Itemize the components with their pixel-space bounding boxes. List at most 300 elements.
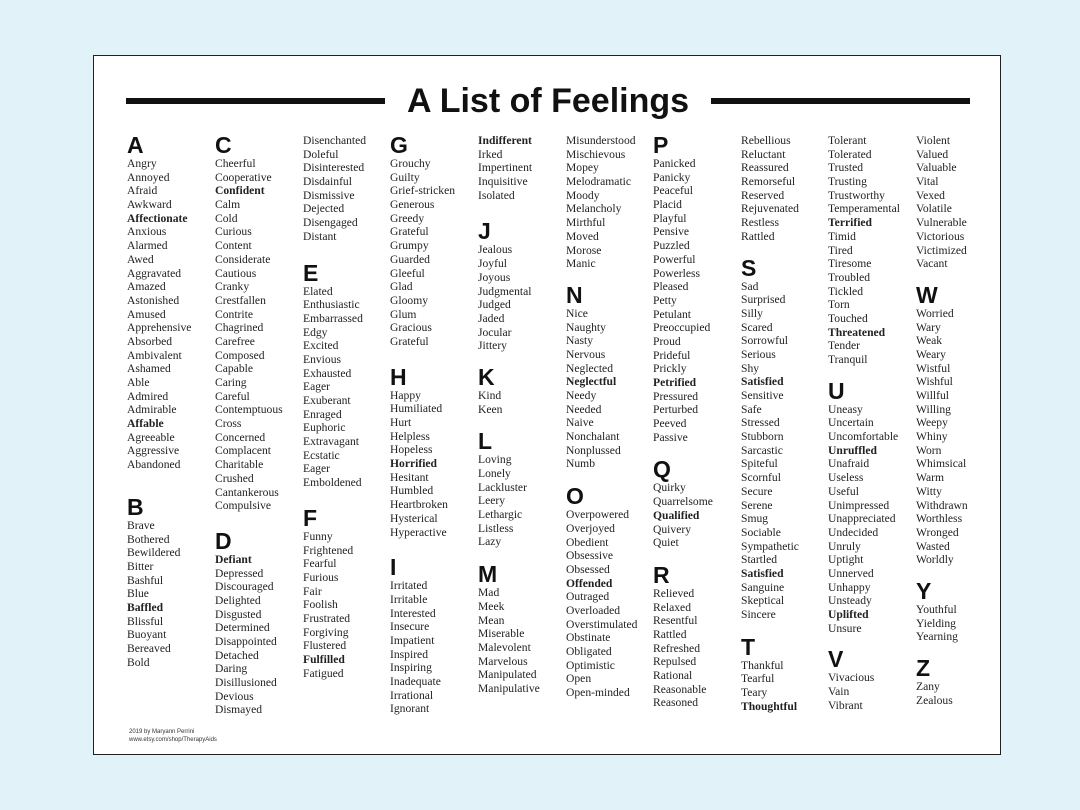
- feeling-word: Tolerant: [828, 134, 867, 147]
- feeling-word: Numb: [566, 457, 595, 471]
- feeling-word: Isolated: [478, 188, 515, 202]
- feeling-word: Furious: [303, 570, 339, 584]
- feeling-word: Puzzled: [653, 239, 690, 253]
- feeling-word: Gleeful: [390, 266, 425, 280]
- feeling-word: Sorrowful: [741, 334, 789, 348]
- feeling-word: Excited: [303, 339, 339, 353]
- letter-heading: H: [390, 363, 407, 390]
- feeling-word: Valued: [916, 147, 949, 161]
- feeling-word: Contrite: [215, 307, 253, 321]
- feeling-word: Awed: [127, 252, 154, 266]
- feeling-word: Petulant: [653, 307, 691, 321]
- feeling-word: Bereaved: [127, 642, 171, 655]
- feeling-word: Whiny: [916, 430, 948, 444]
- feeling-word: Bewildered: [127, 546, 181, 560]
- letter-group-i: [390, 556, 480, 716]
- feeling-word: Absorbed: [127, 334, 173, 348]
- feeling-word: Tranquil: [828, 353, 868, 366]
- feeling-word: Vain: [828, 685, 850, 699]
- feeling-word: Serene: [741, 498, 773, 512]
- feeling-word: Preoccupied: [653, 321, 711, 335]
- feeling-word: Obstinate: [566, 631, 611, 645]
- feeling-word: Thankful: [741, 658, 784, 672]
- feeling-word: Panicked: [653, 157, 696, 170]
- feeling-word: Eager: [303, 462, 331, 476]
- letter-group-v: [828, 648, 918, 712]
- letter-heading: I: [390, 554, 397, 581]
- feeling-word: Capable: [215, 362, 253, 376]
- feeling-word: Manipulated: [478, 668, 537, 682]
- feeling-word: Uneasy: [828, 402, 863, 416]
- letter-group-p: [653, 134, 743, 444]
- feeling-word: Hyperactive: [390, 525, 447, 539]
- feeling-word: Hysterical: [390, 511, 438, 525]
- feeling-word: Startled: [741, 553, 778, 567]
- feeling-word: Affectionate: [127, 211, 188, 225]
- feeling-word: Mad: [478, 586, 500, 600]
- feeling-word: Kind: [478, 388, 502, 402]
- feeling-word: Unhappy: [828, 580, 871, 594]
- feeling-word: Agreeable: [127, 430, 175, 444]
- feeling-word: Envious: [303, 352, 342, 366]
- feeling-word: Grouchy: [390, 157, 431, 170]
- feeling-word: Inspired: [390, 647, 428, 661]
- feeling-word: Mirthful: [566, 216, 606, 230]
- feeling-word: Scornful: [741, 471, 781, 485]
- feeling-word: Teary: [741, 686, 768, 700]
- page-title: A List of Feelings: [406, 82, 690, 120]
- feeling-word: Disgusted: [215, 607, 262, 621]
- feeling-word: Whimsical: [916, 457, 967, 471]
- feeling-word: Playful: [653, 211, 687, 225]
- feeling-word: Skeptical: [741, 594, 785, 608]
- feeling-word: Nasty: [566, 334, 594, 348]
- feeling-word: Admirable: [127, 403, 177, 417]
- feeling-word: Tender: [828, 339, 861, 353]
- feeling-word: Inspiring: [390, 661, 432, 675]
- letter-group-h: [390, 363, 480, 540]
- feeling-word: Impatient: [390, 633, 435, 647]
- feeling-word: Buoyant: [127, 628, 167, 642]
- feeling-word: Able: [127, 376, 150, 389]
- feeling-word: Withdrawn: [916, 498, 968, 512]
- feeling-word: Sincere: [741, 608, 776, 621]
- feeling-word: Charitable: [215, 458, 264, 472]
- feeling-word: Malevolent: [478, 640, 531, 654]
- feeling-word: Crushed: [215, 471, 254, 485]
- feeling-word: Reasoned: [653, 696, 699, 710]
- feeling-word: Lonely: [478, 467, 511, 480]
- feeling-word: Wasted: [916, 539, 950, 553]
- feeling-word: Cold: [215, 211, 238, 225]
- feeling-word: Listless: [478, 521, 514, 535]
- feeling-word: Marvelous: [478, 654, 528, 668]
- letter-group-b: [127, 493, 217, 670]
- feeling-word: Sarcastic: [741, 443, 783, 457]
- feeling-word: Reasonable: [653, 682, 707, 696]
- feeling-word: Zany: [916, 680, 940, 693]
- feeling-word: Elated: [303, 284, 333, 298]
- feeling-word: Quirky: [653, 481, 686, 495]
- letter-heading: S: [741, 254, 757, 281]
- feeling-word: Nonplussed: [566, 443, 621, 457]
- feeling-word: Yearning: [916, 630, 958, 644]
- letter-group-r: [653, 561, 743, 710]
- feeling-word: Naive: [566, 416, 594, 430]
- feeling-word: Affable: [127, 417, 164, 431]
- feeling-word: Terrified: [828, 216, 873, 230]
- credit-author: 2019 by Maryann Perrini: [129, 729, 195, 735]
- feeling-word: Grateful: [390, 225, 429, 239]
- feeling-word: Apprehensive: [127, 321, 192, 335]
- feeling-word: Exhausted: [303, 366, 352, 380]
- feeling-word: Nonchalant: [566, 430, 620, 444]
- feeling-word: Victorious: [916, 229, 965, 243]
- feeling-word: Dismissive: [303, 188, 355, 202]
- feeling-word: Considerate: [215, 252, 271, 266]
- feeling-word: Outraged: [566, 590, 610, 604]
- feeling-word: Horrified: [390, 457, 438, 471]
- feeling-word: Remorseful: [741, 175, 796, 189]
- feeling-word: Scared: [741, 320, 773, 334]
- feeling-word: Naughty: [566, 320, 606, 334]
- feeling-word: Mischievous: [566, 147, 626, 161]
- feeling-word: Peeved: [653, 417, 687, 431]
- feeling-word: Grumpy: [390, 239, 429, 253]
- feeling-word: Overloaded: [566, 603, 621, 617]
- letter-group-t2: [828, 134, 918, 367]
- letter-group-l: [478, 430, 568, 549]
- feeling-word: Jaded: [478, 311, 505, 325]
- feeling-word: Happy: [390, 388, 421, 402]
- feeling-word: Temperamental: [828, 202, 900, 216]
- feeling-word: Cross: [215, 417, 242, 431]
- feeling-word: Daring: [215, 662, 248, 676]
- feeling-word: Placid: [653, 198, 682, 212]
- feeling-word: Obsessive: [566, 549, 614, 563]
- feeling-word: Gloomy: [390, 293, 429, 307]
- feeling-word: Interested: [390, 606, 436, 620]
- feeling-word: Ecstatic: [303, 448, 340, 462]
- feeling-word: Unruly: [828, 539, 861, 553]
- feeling-word: Violent: [916, 134, 951, 147]
- feeling-word: Optimistic: [566, 658, 615, 672]
- feeling-word: Weary: [916, 347, 946, 361]
- feeling-word: Youthful: [916, 602, 957, 616]
- feeling-word: Undecided: [828, 525, 879, 539]
- feeling-word: Exuberant: [303, 394, 351, 407]
- feeling-word: Morose: [566, 243, 602, 257]
- feeling-word: Disillusioned: [215, 676, 277, 690]
- feeling-word: Insecure: [390, 620, 430, 634]
- feeling-word: Worthless: [916, 512, 963, 526]
- feeling-word: Rattled: [741, 229, 775, 243]
- feeling-word: Willing: [916, 402, 951, 416]
- feeling-word: Valuable: [916, 161, 957, 175]
- feeling-word: Cooperative: [215, 170, 272, 184]
- feeling-word: Weak: [916, 334, 943, 348]
- title-rule-left: [126, 98, 385, 104]
- feeling-word: Admired: [127, 389, 169, 403]
- feeling-word: Determined: [215, 621, 270, 635]
- feeling-word: Helpless: [390, 429, 430, 443]
- letter-group-w: [916, 281, 1006, 567]
- feeling-word: Quarrelsome: [653, 495, 713, 509]
- feeling-word: Jocular: [478, 325, 512, 339]
- feeling-word: Ignorant: [390, 702, 430, 716]
- feeling-word: Peaceful: [653, 184, 693, 198]
- feeling-word: Jittery: [478, 339, 507, 353]
- feeling-word: Compulsive: [215, 499, 272, 513]
- feeling-word: Carefree: [215, 334, 255, 348]
- letter-heading: P: [653, 132, 669, 158]
- letter-heading: E: [303, 259, 319, 286]
- feeling-word: Refreshed: [653, 641, 700, 655]
- feeling-word: Resentful: [653, 614, 698, 628]
- feeling-word: Passive: [653, 430, 688, 444]
- feeling-word: Wronged: [916, 525, 959, 539]
- feeling-word: Euphoric: [303, 421, 346, 435]
- letter-group-e: [303, 259, 393, 490]
- feeling-word: Bashful: [127, 573, 164, 587]
- column-7: [653, 134, 743, 710]
- feeling-word: Grateful: [390, 334, 429, 348]
- feeling-word: Crestfallen: [215, 293, 266, 307]
- feeling-word: Pressured: [653, 389, 699, 403]
- letter-heading: R: [653, 561, 670, 588]
- feeling-word: Alarmed: [127, 239, 168, 253]
- feeling-word: Uplifted: [828, 608, 869, 621]
- letter-heading: J: [478, 218, 491, 245]
- feeling-word: Witty: [916, 484, 942, 498]
- feeling-word: Worn: [916, 443, 942, 457]
- feeling-word: Edgy: [303, 325, 328, 339]
- feeling-word: Judged: [478, 298, 511, 312]
- feeling-word: Ashamed: [127, 362, 171, 376]
- feeling-word: Eager: [303, 380, 331, 394]
- feeling-word: Sympathetic: [741, 539, 799, 553]
- feeling-word: Thoughtful: [741, 699, 798, 713]
- feeling-word: Loving: [478, 453, 512, 467]
- column-4: [390, 134, 480, 716]
- feeling-word: Detached: [215, 648, 259, 662]
- feeling-word: Perturbed: [653, 403, 699, 417]
- feeling-word: Mean: [478, 613, 505, 627]
- feeling-word: Secure: [741, 484, 773, 498]
- feeling-word: Lazy: [478, 535, 502, 549]
- feeling-word: Amazed: [127, 280, 166, 294]
- feeling-word: Threatened: [828, 325, 886, 339]
- feeling-word: Unsure: [828, 621, 862, 635]
- feeling-word: Open: [566, 672, 592, 686]
- feeling-word: Brave: [127, 518, 155, 532]
- feeling-word: Curious: [215, 225, 252, 239]
- letter-heading: W: [916, 281, 938, 308]
- feeling-word: Satisfied: [741, 375, 784, 389]
- feeling-word: Obsessed: [566, 562, 610, 576]
- feeling-word: Open-minded: [566, 686, 630, 700]
- feeling-word: Tolerated: [828, 147, 872, 161]
- letter-group-k: [478, 363, 568, 416]
- feeling-word: Wistful: [916, 361, 951, 375]
- feeling-word: Afraid: [127, 184, 158, 198]
- feeling-word: Victimized: [916, 243, 967, 257]
- feeling-word: Yielding: [916, 616, 956, 630]
- column-5: [478, 134, 568, 696]
- feeling-word: Vexed: [916, 188, 945, 202]
- feeling-word: Disenchanted: [303, 134, 367, 147]
- feeling-word: Powerless: [653, 266, 701, 280]
- feeling-word: Ambivalent: [127, 348, 182, 362]
- feeling-word: Moody: [566, 188, 600, 202]
- feeling-word: Contemptuous: [215, 403, 283, 417]
- feeling-word: Vivacious: [828, 671, 875, 685]
- feeling-word: Inquisitive: [478, 175, 528, 189]
- feeling-word: Trusting: [828, 175, 867, 189]
- letter-heading: O: [566, 483, 584, 510]
- feeling-word: Overstimulated: [566, 617, 638, 631]
- feeling-word: Misunderstood: [566, 134, 636, 147]
- feeling-word: Uncertain: [828, 416, 874, 430]
- feeling-word: Delighted: [215, 593, 261, 607]
- feeling-word: Prideful: [653, 348, 691, 362]
- feeling-word: Weepy: [916, 416, 948, 430]
- letter-group-t: [741, 633, 831, 714]
- feeling-word: Careful: [215, 389, 250, 403]
- feeling-word: Aggravated: [127, 266, 182, 280]
- feeling-word: Disengaged: [303, 216, 358, 230]
- feeling-word: Volatile: [916, 202, 952, 216]
- feeling-word: Vital: [916, 175, 939, 189]
- feeling-word: Tearful: [741, 672, 775, 686]
- feeling-word: Joyful: [478, 257, 507, 271]
- feeling-word: Panicky: [653, 170, 691, 184]
- letter-group-c: [215, 134, 305, 513]
- letter-group-j: [478, 220, 568, 353]
- feeling-word: Lethargic: [478, 508, 523, 522]
- feeling-word: Sociable: [741, 525, 781, 539]
- feeling-word: Miserable: [478, 627, 525, 641]
- feeling-word: Needy: [566, 389, 597, 402]
- feeling-word: Melancholy: [566, 202, 622, 216]
- feeling-word: Leery: [478, 494, 506, 508]
- feeling-word: Sensitive: [741, 389, 784, 402]
- feeling-word: Manic: [566, 257, 596, 271]
- feeling-word: Baffled: [127, 600, 164, 614]
- feeling-word: Overjoyed: [566, 521, 615, 535]
- feeling-word: Disdainful: [303, 175, 352, 189]
- letter-group-a: [127, 134, 217, 472]
- feeling-word: Humbled: [390, 484, 434, 498]
- feeling-word: Unruffled: [828, 443, 877, 457]
- title-row: [126, 78, 970, 124]
- feeling-word: Sanguine: [741, 580, 785, 594]
- feeling-word: Blissful: [127, 614, 164, 628]
- feeling-word: Wishful: [916, 375, 953, 389]
- feeling-word: Timid: [828, 229, 856, 243]
- letter-group-m2: [566, 134, 656, 271]
- letter-group-s: [741, 254, 831, 622]
- feeling-word: Forgiving: [303, 625, 349, 639]
- feeling-word: Confident: [215, 184, 265, 198]
- letter-group-y: [916, 577, 1006, 644]
- feeling-word: Tired: [828, 243, 853, 257]
- feeling-word: Serious: [741, 347, 776, 361]
- feeling-word: Neglected: [566, 361, 613, 375]
- feeling-word: Torn: [828, 298, 850, 312]
- feeling-word: Dismayed: [215, 703, 263, 717]
- feeling-word: Rejuvenated: [741, 202, 799, 216]
- letter-group-d2: [303, 134, 393, 244]
- feeling-word: Keen: [478, 402, 503, 416]
- feeling-word: Joyous: [478, 270, 511, 284]
- feeling-word: Discouraged: [215, 580, 274, 594]
- feeling-word: Anxious: [127, 225, 167, 239]
- feeling-word: Irked: [478, 147, 503, 161]
- feeling-word: Manipulative: [478, 681, 540, 695]
- feeling-word: Emboldened: [303, 476, 362, 490]
- feeling-word: Extravagant: [303, 435, 360, 449]
- letter-group-n: [566, 281, 656, 471]
- letter-heading: K: [478, 363, 495, 390]
- feeling-word: Cantankerous: [215, 485, 279, 499]
- feeling-word: Complacent: [215, 444, 272, 458]
- feeling-word: Distant: [303, 229, 337, 243]
- feeling-word: Grief-stricken: [390, 184, 456, 198]
- feeling-word: Surprised: [741, 293, 786, 307]
- feeling-word: Troubled: [828, 270, 871, 284]
- feeling-word: Glum: [390, 307, 417, 321]
- feeling-word: Pensive: [653, 225, 690, 239]
- feeling-word: Nice: [566, 306, 588, 320]
- feeling-word: Disappointed: [215, 635, 277, 648]
- feeling-word: Generous: [390, 198, 435, 212]
- feeling-word: Angry: [127, 157, 157, 170]
- feeling-word: Warm: [916, 471, 945, 485]
- feeling-word: Shy: [741, 361, 760, 375]
- feeling-word: Relieved: [653, 586, 695, 600]
- feeling-word: Hesitant: [390, 470, 429, 484]
- feeling-word: Useful: [828, 484, 859, 498]
- feeling-word: Rational: [653, 669, 693, 682]
- feeling-word: Worldly: [916, 553, 954, 567]
- feeling-word: Judgmental: [478, 284, 532, 298]
- feeling-word: Enraged: [303, 407, 342, 421]
- feeling-word: Abandoned: [127, 458, 181, 472]
- feeling-word: Willful: [916, 389, 950, 402]
- feeling-word: Foolish: [303, 598, 338, 612]
- letter-heading: B: [127, 493, 144, 520]
- feeling-word: Content: [215, 239, 252, 253]
- feeling-word: Amused: [127, 307, 166, 321]
- feeling-word: Hurt: [390, 416, 412, 429]
- letter-group-u: [828, 377, 918, 636]
- feeling-word: Proud: [653, 334, 681, 348]
- feeling-word: Depressed: [215, 566, 264, 580]
- column-9: [828, 134, 918, 712]
- feeling-word: Vibrant: [828, 698, 863, 712]
- feeling-word: Irritated: [390, 579, 428, 593]
- feeling-word: Vulnerable: [916, 216, 967, 230]
- feeling-word: Petty: [653, 293, 677, 307]
- feeling-word: Zealous: [916, 693, 953, 707]
- letter-heading: A: [127, 132, 144, 158]
- letter-heading: Y: [916, 577, 932, 604]
- feeling-word: Prickly: [653, 362, 687, 376]
- feeling-word: Obligated: [566, 645, 612, 658]
- feeling-word: Rattled: [653, 627, 687, 641]
- feeling-word: Guilty: [390, 170, 420, 184]
